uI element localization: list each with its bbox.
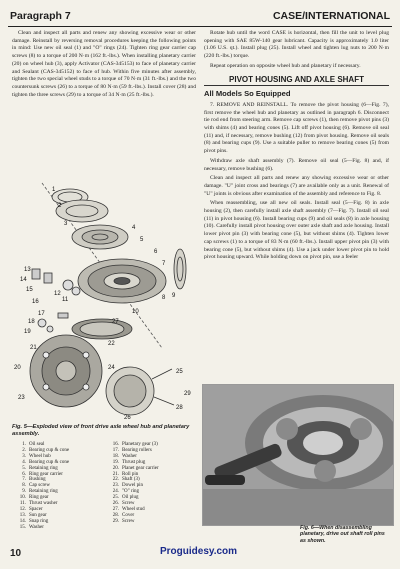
callout-10: 10 (132, 309, 139, 315)
legend-number: 27. (112, 506, 119, 512)
body-paragraph: Repeat operation on opposite wheel hub and planetary if necessary. (210, 62, 361, 69)
legend-label: Dowel pin (122, 483, 143, 489)
left-column-text (12, 30, 196, 101)
legend-label: Bearing rollers (122, 447, 152, 453)
legend-item (16, 525, 101, 531)
legend-label: Bearing cup & cone (29, 447, 70, 453)
legend-number: 29. (112, 518, 119, 524)
body-paragraph: 7. REMOVE AND REINSTALL. To remove the pivot housing (6—Fig. 7), first remove the wheel hub and planetary as outlined in paragraph 6. Disconnect tie rod end from steering arm. Remove cap screws (1), then remove pivot pins (3) with shims (4) and bearing cones (5). Lift off pivot housing (6). Remove oil seal (11) and, if necessary, remove bushing (12) from pivot housing. Remove oil seals (8) and bearing cups (9). Use a suitable puller to remove bearing cones (5) from pivot pins. (204, 101, 389, 155)
legend-number: 26. (112, 501, 119, 507)
legend-label: Roll pin (122, 471, 139, 477)
legend-label: Screw (122, 518, 135, 524)
body-paragraph: Clean and inspect all parts and renew any showing excessive wear or other damage. "U" joint cross and bearings (7) are available only as a unit. Renewal of "U" joints is obvious after examination of the assembly and reference to Fig. 8. (204, 175, 389, 197)
body-paragraph: Clean and inspect all parts and renew any showing excessive wear or other damage. Reinstall by reversing removal procedures keeping the following points in mind: Use new oil seal (1) and "O" rings (24). Tighten ring gear carrier cap screws (8) to a torque of 200 N·m (162 ft.-lbs.). When installing planetary carrier (20) on wheel hub (3), apply Activator (CAS-345153) to face of planetary carrier and Sealant (CAS-345152) to face of hub. Within five minutes after assembly, tighten the two special wheel studs to a torque of 70 N·m (31 ft.-lbs.) and the two countersunk screws (26) to a torque of 80 N·m (59 ft.-lbs.). Install cover (28) and tighten the three screws (29) to a torque of 34 N·m (25 ft.-lbs.). (12, 30, 196, 98)
legend-list (16, 442, 194, 531)
callout-6: 6 (154, 249, 158, 255)
callout-17: 17 (38, 311, 45, 317)
exploded-view-drawing (12, 173, 196, 423)
header-rule (8, 26, 392, 27)
legend-label: Cover (122, 512, 135, 518)
legend-label: Ring gear carrier (29, 471, 63, 477)
section-title: PIVOT HOUSING AND AXLE SHAFT (229, 74, 364, 84)
callout-29: 29 (184, 391, 191, 397)
legend-number: 20. (112, 465, 119, 471)
callout-2: 2 (58, 203, 62, 209)
legend-number: 8. (22, 483, 26, 489)
legend-label: Shaft (3) (122, 477, 140, 483)
callout-19: 19 (24, 329, 31, 335)
legend-number: 1. (22, 442, 26, 447)
legend-label: Bushing (29, 477, 46, 483)
legend-number: 28. (112, 512, 119, 518)
legend-label: Snap ring (29, 518, 49, 524)
callout-18: 18 (28, 319, 35, 325)
legend-number: 17. (112, 447, 119, 453)
legend-number: 14. (19, 518, 26, 524)
subsection-title: All Models So Equipped (204, 89, 291, 99)
legend-number: 19. (112, 459, 119, 465)
legend-number: 25. (112, 495, 119, 501)
legend-number: 22. (112, 477, 119, 483)
legend-label: Cap screw (29, 483, 50, 489)
legend-label: Retaining ring (29, 465, 58, 471)
callout-13: 13 (24, 267, 31, 273)
callout-23: 23 (18, 395, 25, 401)
legend-label: Bearing cup & cone (29, 459, 70, 465)
callout-4: 4 (132, 225, 136, 231)
legend-number: 10. (19, 495, 26, 501)
callout-24: 24 (108, 365, 115, 371)
callout-14: 14 (20, 277, 27, 283)
legend-number: 15. (19, 524, 26, 530)
legend-number: 9. (22, 489, 26, 495)
legend-number: 3. (22, 453, 26, 459)
watermark: Proguidesy.com (160, 546, 238, 557)
figure-6-caption: Fig. 6—When disassembling planetary, drive out shaft roll pins as shown. (300, 525, 385, 544)
body-paragraph: When reassembling, use all new oil seals. Install seal (5—Fig. 8) in axle housing (2), then carefully install axle shaft assembly (7—Fig. 7). Install oil seal (11) in pivot housing (6). Install bearing cups (9) and oil seals (8) in axle housing (10). Carefully install pivot housing over outer axle shaft and axle housing. Install lower pivot pin (3) with bearing cone (5), but without shims (4). Tighten lower cap screws (1) to a torque of 83 N·m (60 ft.-lbs.). Install upper pivot pin (3) with bearing cone (5), but without shims (4). Use a jack under lower pivot pin to hold pivot housing upward. While holding down on pivot pin, use a feeler (204, 200, 389, 261)
legend-number: 16. (112, 442, 119, 447)
paragraph-header: Paragraph 7 (10, 10, 71, 22)
callout-25: 25 (176, 369, 183, 375)
callout-3: 3 (64, 221, 68, 227)
legend-label: Thrust plug (122, 459, 146, 465)
callout-21: 21 (30, 345, 37, 351)
legend-number: 18. (112, 453, 119, 459)
legend-item (109, 519, 194, 525)
legend-label: Planet gear carrier (122, 465, 159, 471)
legend-number: 5. (22, 465, 26, 471)
legend-label: Oil plug (122, 495, 139, 501)
legend-number: 7. (22, 477, 26, 483)
callout-15: 15 (26, 287, 33, 293)
callout-22: 22 (108, 341, 115, 347)
legend-number: 23. (112, 483, 119, 489)
legend-number: 12. (19, 506, 26, 512)
legend-label: "O" ring (122, 489, 139, 495)
legend-number: 6. (22, 471, 26, 477)
figure-5-caption: Fig. 5—Exploded view of front drive axle wheel hub and planetary assembly. (12, 424, 190, 437)
callout-28: 28 (176, 405, 183, 411)
figure-5-legend (16, 442, 194, 531)
legend-label: Planetary gear (3) (122, 442, 158, 447)
body-paragraph: Rotate hub until the word CASE is horizontal, then fill the unit to level plug opening with SAE 85W-140 gear lubricant. Capacity is approximately 1.0 liter (1.06 U.S. qt.). Install plug (25). Install wheel and tighten lug nuts to 200 N·m (220 ft.-lbs.) torque. (204, 30, 389, 60)
callout-20: 20 (14, 365, 21, 371)
legend-number: 24. (112, 489, 119, 495)
legend-label: Spacer (29, 506, 43, 512)
callout-11: 11 (62, 297, 69, 303)
callout-26: 26 (124, 415, 131, 421)
section-rule (204, 85, 389, 86)
legend-label: Retaining ring (29, 489, 58, 495)
callout-1: 1 (52, 187, 56, 193)
legend-label: Washer (122, 453, 137, 459)
callout-8: 8 (162, 295, 166, 301)
callout-27: 27 (112, 319, 119, 325)
figure-5-exploded-view (12, 173, 196, 423)
callout-5: 5 (140, 237, 144, 243)
callout-12: 12 (54, 291, 61, 297)
planetary-photo-drawing (203, 385, 393, 525)
callout-9: 9 (172, 293, 176, 299)
legend-label: Wheel hub (29, 453, 51, 459)
page-number: 10 (10, 548, 22, 559)
legend-label: Oil seal (29, 442, 45, 447)
legend-number: 11. (19, 501, 26, 507)
legend-number: 4. (22, 459, 26, 465)
legend-label: Washer (29, 524, 44, 530)
legend-label: Wheel stud (122, 506, 145, 512)
legend-number: 13. (19, 512, 26, 518)
body-paragraph: Withdraw axle shaft assembly (7). Remove oil seal (5—Fig. 8) and, if necessary, remove bushing (6). (204, 157, 389, 172)
legend-label: Ring gear (29, 495, 49, 501)
callout-16: 16 (32, 299, 39, 305)
legend-label: Thrust washer (29, 501, 58, 507)
legend-label: Sun gear (29, 512, 47, 518)
figure-6-photo (202, 384, 394, 526)
legend-number: 21. (112, 471, 119, 477)
right-column-text (204, 30, 389, 264)
manufacturer-header: CASE/INTERNATIONAL (272, 10, 390, 22)
legend-label: Screw (122, 501, 135, 507)
legend-number: 2. (22, 447, 26, 453)
callout-7: 7 (162, 261, 166, 267)
